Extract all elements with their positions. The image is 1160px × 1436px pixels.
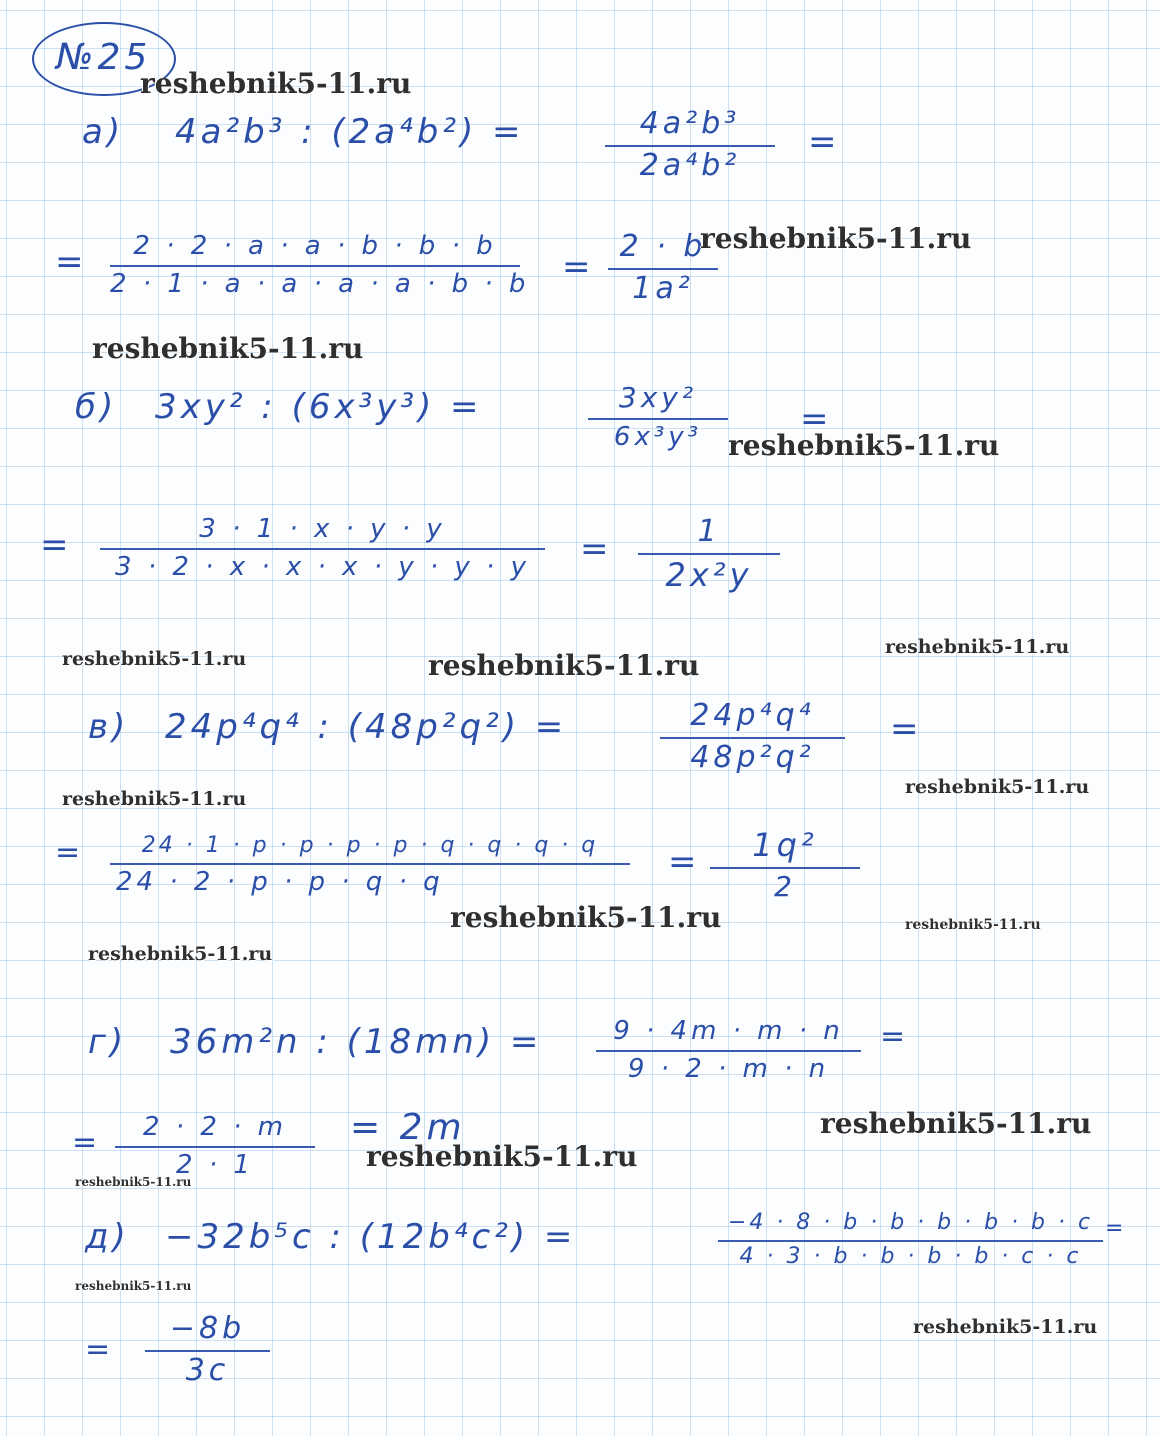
part-v-fraction-2-denominator: 24 · 2 · p · p · q · q: [116, 866, 444, 897]
part-b-equals-2: =: [40, 525, 73, 565]
part-g-fraction-1-denominator: 9 · 2 · m · n: [627, 1053, 830, 1084]
part-g-expression: 36m²n : (18mn) =: [170, 1022, 543, 1062]
part-v-fraction-2-numerator: 24 · 1 · p · p · p · p · q · q · q · q: [141, 832, 599, 858]
watermark: reshebnik5-11.ru: [428, 649, 700, 682]
part-b-fraction-3: [638, 503, 780, 603]
part-d-fraction-1-denominator: 4 · 3 · b · b · b · b · c · c: [739, 1243, 1082, 1269]
part-v-equals-2: =: [55, 835, 85, 870]
part-v-label: в): [88, 707, 130, 747]
part-d-fraction-2: [145, 1300, 270, 1400]
part-b-fraction-3-numerator: 1: [697, 514, 721, 549]
part-b-fraction-2: [100, 500, 545, 595]
watermark: reshebnik5-11.ru: [700, 222, 972, 255]
watermark: reshebnik5-11.ru: [75, 1279, 192, 1293]
watermark: reshebnik5-11.ru: [75, 1175, 192, 1189]
part-b-expression: 3xy² : (6x³y³) =: [155, 387, 483, 427]
watermark: reshebnik5-11.ru: [92, 332, 364, 365]
part-d-fraction-1: [718, 1192, 1103, 1287]
part-a-fraction-1: [605, 100, 775, 190]
part-a-fraction-2: [110, 220, 530, 310]
part-b-fraction-1-numerator: 3xy²: [618, 381, 698, 414]
part-d-fraction-2-denominator: 3c: [185, 1353, 230, 1388]
part-a-equals-3: =: [562, 247, 595, 287]
part-v-fraction-2-bar: [110, 863, 630, 865]
watermark: reshebnik5-11.ru: [450, 901, 722, 934]
part-a-fraction-1-denominator: 2a⁴b²: [639, 148, 741, 183]
part-g-fraction-1-numerator: 9 · 4m · m · n: [613, 1015, 844, 1046]
part-d-equals-2: =: [85, 1332, 115, 1367]
part-a-fraction-2-numerator: 2 · 2 · a · a · b · b · b: [133, 231, 497, 261]
part-d-fraction-2-bar: [145, 1350, 270, 1352]
part-g-fraction-2-denominator: 2 · 1: [176, 1150, 254, 1180]
part-d-fraction-1-numerator: −4 · 8 · b · b · b · b · b · c: [727, 1209, 1094, 1235]
part-v-fraction-3-numerator: 1q²: [752, 826, 818, 864]
part-b-fraction-2-denominator: 3 · 2 · x · x · x · y · y · y: [115, 551, 530, 582]
part-a-equals-1: =: [808, 122, 841, 162]
part-g-fraction-2-numerator: 2 · 2 · m: [143, 1112, 287, 1142]
part-b-fraction-1-bar: [588, 418, 728, 420]
part-g-equals-1: =: [880, 1019, 910, 1054]
watermark: reshebnik5-11.ru: [913, 1316, 1098, 1338]
part-v-expression: 24p⁴q⁴ : (48p²q²) =: [165, 707, 568, 747]
watermark: reshebnik5-11.ru: [728, 429, 1000, 462]
watermark: reshebnik5-11.ru: [366, 1140, 638, 1173]
part-a-equals-2: =: [55, 242, 88, 282]
part-v-fraction-3-denominator: 2: [774, 870, 796, 903]
part-v-fraction-3: [710, 816, 860, 918]
part-b-fraction-2-bar: [100, 548, 545, 550]
part-b-fraction-3-bar: [638, 553, 780, 555]
part-v-equals-3: =: [668, 842, 701, 882]
part-d-fraction-1-bar: [718, 1240, 1103, 1242]
watermark: reshebnik5-11.ru: [905, 776, 1090, 798]
part-d-equals-1: =: [1105, 1216, 1128, 1241]
part-a-fraction-3-bar: [608, 268, 718, 270]
part-a-expression: 4a²b³ : (2a⁴b²) =: [175, 112, 525, 152]
part-g-fraction-1: [596, 1002, 861, 1097]
part-g-fraction-1-bar: [596, 1050, 861, 1052]
part-a-fraction-1-bar: [605, 145, 775, 147]
part-v-fraction-3-bar: [710, 867, 860, 869]
watermark: reshebnik5-11.ru: [140, 67, 412, 100]
part-a-fraction-3-denominator: 1a²: [632, 271, 694, 306]
part-g-result: = 2m: [350, 1107, 466, 1148]
part-v-fraction-1-numerator: 24p⁴q⁴: [690, 698, 815, 733]
part-b-fraction-2-numerator: 3 · 1 · x · y · y: [199, 513, 446, 544]
part-b-fraction-1: [588, 372, 728, 464]
part-a-fraction-1-numerator: 4a²b³: [639, 106, 741, 141]
part-b-fraction-1-denominator: 6x³y³: [613, 422, 703, 452]
part-b-equals-1: =: [800, 399, 833, 439]
part-d-expression: −32b⁵c : (12b⁴c²) =: [165, 1217, 577, 1257]
part-a-fraction-2-bar: [110, 265, 520, 267]
watermark: reshebnik5-11.ru: [885, 636, 1070, 658]
watermark: reshebnik5-11.ru: [820, 1107, 1092, 1140]
part-v-equals-1: =: [890, 709, 923, 749]
part-v-fraction-1: [660, 688, 845, 786]
part-v-fraction-1-denominator: 48p²q²: [690, 740, 815, 775]
part-a-fraction-2-denominator: 2 · 1 · a · a · a · a · b · b: [110, 269, 530, 299]
part-v-fraction-2: [110, 815, 630, 910]
part-a-fraction-3-numerator: 2 · b: [619, 229, 707, 264]
problem-number: №25: [56, 37, 152, 78]
part-b-fraction-3-denominator: 2x²y: [665, 556, 753, 594]
part-g-equals-2: =: [72, 1125, 102, 1160]
part-g-fraction-2-bar: [115, 1146, 315, 1148]
part-b-label: б): [75, 387, 118, 427]
part-a-label: а): [82, 112, 125, 152]
part-d-label: д): [85, 1217, 130, 1257]
watermark: reshebnik5-11.ru: [62, 788, 247, 810]
watermark: reshebnik5-11.ru: [905, 917, 1041, 933]
part-v-fraction-1-bar: [660, 737, 845, 739]
part-b-equals-3: =: [580, 529, 613, 569]
watermark: reshebnik5-11.ru: [62, 648, 247, 670]
watermark: reshebnik5-11.ru: [88, 943, 273, 965]
part-g-label: г): [88, 1022, 128, 1062]
part-d-fraction-2-numerator: −8b: [169, 1311, 246, 1346]
